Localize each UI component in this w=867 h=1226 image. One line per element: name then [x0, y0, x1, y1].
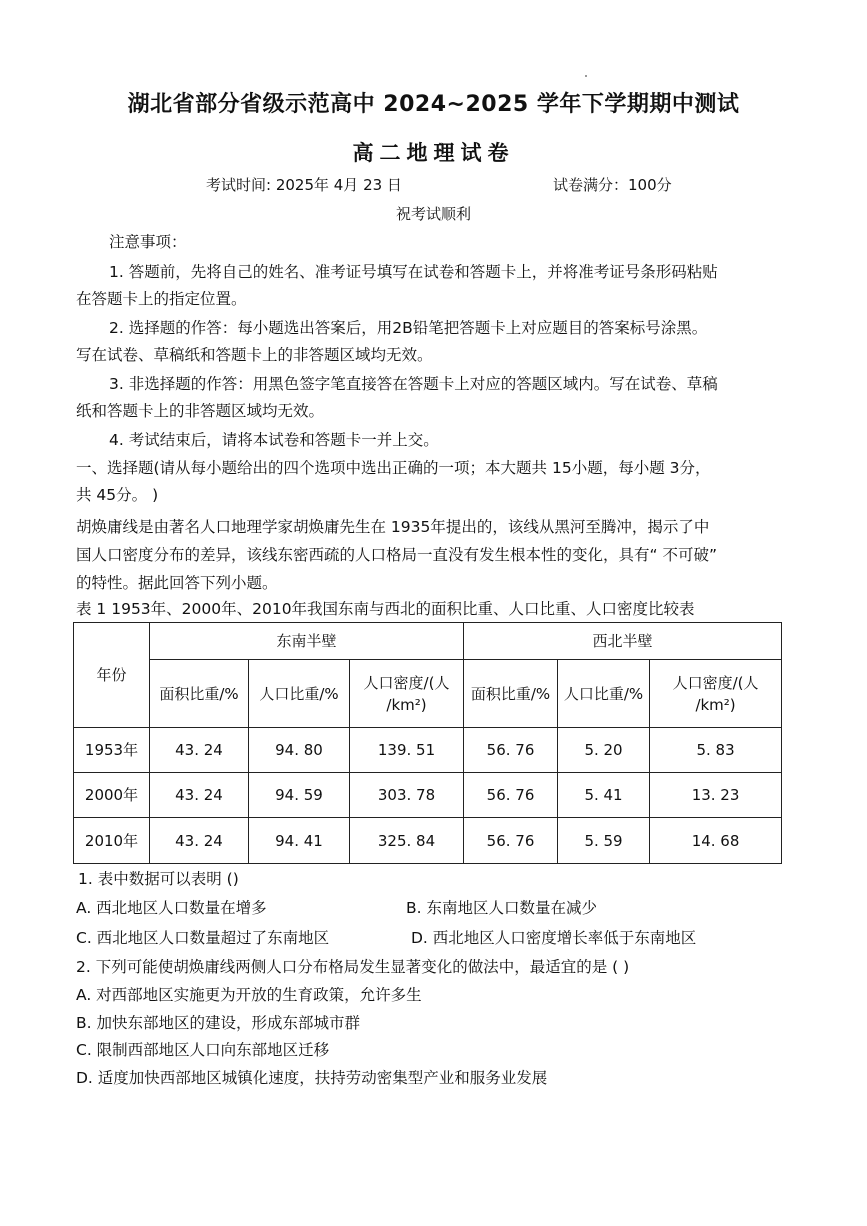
- table-cell: 43. 24: [150, 818, 249, 864]
- q2-option-a: A. 对西部地区实施更为开放的生育政策，允许多生: [76, 986, 422, 1004]
- col-header-text: 人口比重/%: [259, 684, 339, 703]
- table-cell: 5. 59: [558, 818, 650, 864]
- material-line-2: 国人口密度分布的差异，该线东密西疏的人口格局一直没有发生根本性的变化，具有“ 不可破”: [76, 546, 717, 564]
- q2-option-c: C. 限制西部地区人口向东部地区迁移: [76, 1041, 330, 1059]
- year-cell: 1953年: [74, 728, 150, 773]
- section1-heading-cont: 共 45分。 ): [76, 486, 159, 504]
- table-cell: 56. 76: [464, 728, 558, 773]
- table-cell: 56. 76: [464, 773, 558, 818]
- table-cell: 43. 24: [150, 728, 249, 773]
- q1-option-d: D. 西北地区人口密度增长率低于东南地区: [411, 929, 697, 947]
- good-luck-text: 祝考试顺利: [395, 205, 471, 223]
- col-header-density: [350, 660, 464, 728]
- col-header-density: [650, 660, 782, 728]
- exam-subtitle: 高二地理试卷: [352, 141, 515, 165]
- material-line-1: 胡焕庸线是由著名人口地理学家胡焕庸先生在 1935年提出的，该线从黑河至腾冲，揭示了中: [76, 518, 710, 536]
- year-cell: 2010年: [74, 818, 150, 864]
- scan-speck: [585, 75, 587, 77]
- question-1-stem: 1. 表中数据可以表明 (): [78, 870, 239, 888]
- q1-option-c: C. 西北地区人口数量超过了东南地区: [76, 929, 330, 947]
- col-header-population: [558, 660, 650, 728]
- year-header: 年份: [74, 623, 150, 728]
- full-score: 试卷满分：100分: [553, 176, 672, 194]
- table-cell: 14. 68: [650, 818, 782, 864]
- col-header-unit: /km²): [695, 695, 736, 714]
- col-header-area: [150, 660, 249, 728]
- note-1-cont: 在答题卡上的指定位置。: [76, 290, 247, 308]
- table-cell: 13. 23: [650, 773, 782, 818]
- note-2: 2. 选择题的作答：每小题选出答案后，用2B铅笔把答题卡上对应题目的答案标号涂黑。: [109, 319, 708, 337]
- table-cell: 5. 83: [650, 728, 782, 773]
- col-header-text: 人口比重/%: [563, 684, 644, 703]
- note-4: 4. 考试结束后，请将本试卷和答题卡一并上交。: [109, 431, 439, 449]
- table-cell: 94. 80: [249, 728, 350, 773]
- exam-title: 湖北省部分省级示范高中 2024~2025 学年下学期期中测试: [127, 92, 740, 117]
- q1-option-a: A. 西北地区人口数量在增多: [76, 899, 267, 917]
- q2-option-d: D. 适度加快西部地区城镇化速度，扶持劳动密集型产业和服务业发展: [76, 1069, 548, 1087]
- table-row: [74, 728, 782, 773]
- year-cell: 2000年: [74, 773, 150, 818]
- col-header-text: 面积比重/%: [470, 684, 551, 703]
- material-line-3: 的特性。据此回答下列小题。: [76, 574, 278, 592]
- note-3-cont: 纸和答题卡上的非答题区域均无效。: [76, 402, 325, 420]
- table-cell: 94. 59: [249, 773, 350, 818]
- table-cell: 303. 78: [350, 773, 464, 818]
- table-row: [74, 773, 782, 818]
- question-2-stem: 2. 下列可能使胡焕庸线两侧人口分布格局发生显著变化的做法中，最适宜的是 ( ): [76, 958, 630, 976]
- data-table: [73, 622, 781, 863]
- col-header-text: 面积比重/%: [159, 684, 239, 703]
- exam-time: 考试时间: 2025年 4月 23 日: [206, 176, 402, 194]
- table-cell: 139. 51: [350, 728, 464, 773]
- table-cell: 43. 24: [150, 773, 249, 818]
- note-3: 3. 非选择题的作答：用黑色签字笔直接答在答题卡上对应的答题区域内。写在试卷、草稿: [109, 375, 718, 393]
- section1-heading: 一、选择题(请从每小题给出的四个选项中选出正确的一项；本大题共 15小题，每小题 3分，: [76, 459, 711, 477]
- table-cell: 5. 41: [558, 773, 650, 818]
- q2-option-b: B. 加快东部地区的建设，形成东部城市群: [76, 1014, 360, 1032]
- table-cell: 56. 76: [464, 818, 558, 864]
- northwest-header: 西北半壁: [464, 623, 782, 660]
- southeast-header: 东南半壁: [150, 623, 464, 660]
- col-header-population: [249, 660, 350, 728]
- col-header-text: 人口密度/(人: [363, 673, 450, 692]
- note-1: 1. 答题前，先将自己的姓名、准考证号填写在试卷和答题卡上，并将准考证号条形码粘贴: [109, 263, 718, 281]
- table-cell: 325. 84: [350, 818, 464, 864]
- notes-heading: 注意事项：: [109, 233, 187, 251]
- q1-option-b: B. 东南地区人口数量在减少: [406, 899, 597, 917]
- col-header-unit: /km²): [386, 695, 427, 714]
- table-row: [74, 818, 782, 864]
- col-header-text: 人口密度/(人: [672, 673, 759, 692]
- note-2-cont: 写在试卷、草稿纸和答题卡上的非答题区域均无效。: [76, 346, 433, 364]
- table-cell: 5. 20: [558, 728, 650, 773]
- table-caption: 表 1 1953年、2000年、2010年我国东南与西北的面积比重、人口比重、人口密度比较表: [76, 600, 695, 618]
- table-cell: 94. 41: [249, 818, 350, 864]
- col-header-area: [464, 660, 558, 728]
